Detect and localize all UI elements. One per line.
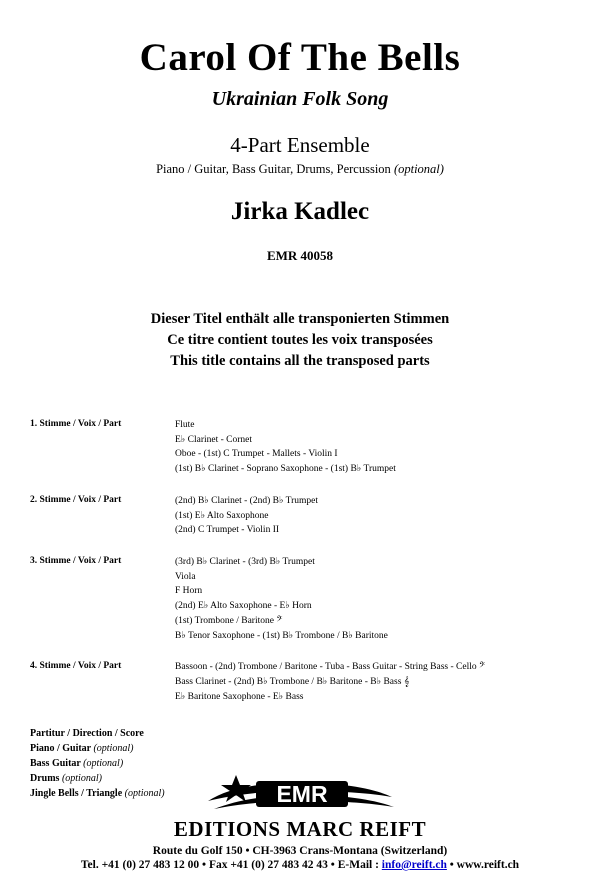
- contact-prefix: Tel. +41 (0) 27 483 12 00 • Fax +41 (0) 27 483 42 43 • E-Mail :: [80, 859, 382, 871]
- extra-part-name: Partitur / Direction / Score: [30, 728, 144, 740]
- part-instrument-lines: [175, 494, 572, 538]
- extra-part-name: Bass Guitar: [30, 758, 84, 770]
- instrumentation-optional: (optional): [393, 161, 444, 176]
- extra-part-optional: (optional): [93, 743, 134, 755]
- emr-logo-icon: [200, 771, 400, 817]
- composer-name: Jirka Kadlec: [230, 197, 370, 225]
- part-instrument-line: Bass Clarinet - (2nd) B♭ Trombone / B♭ Baritone - B♭ Bass 𝄞: [175, 677, 410, 688]
- ensemble-type: 4-Part Ensemble: [230, 132, 370, 157]
- part-instrument-line: E♭ Baritone Saxophone - E♭ Bass: [175, 691, 304, 702]
- extra-part-optional: (optional): [124, 788, 165, 800]
- part-instrument-line: Oboe - (1st) C Trumpet - Mallets - Violin I: [175, 449, 338, 460]
- extra-part-item: [30, 726, 600, 741]
- instrumentation-line: [0, 162, 600, 177]
- part-label: 2. Stimme / Voix / Part: [30, 494, 122, 505]
- part-label: 4. Stimme / Voix / Part: [30, 661, 122, 672]
- transposed-parts-notice: [0, 309, 600, 372]
- part-instrument-line: Viola: [175, 571, 196, 582]
- part-instrument-line: (1st) B♭ Clarinet - Soprano Saxophone - (1st) B♭ Trumpet: [175, 464, 396, 475]
- part-instrument-line: F Horn: [175, 586, 203, 597]
- notice-line-english: This title contains all the transposed parts: [170, 352, 430, 369]
- publisher-address: Route du Golf 150 • CH-3963 Crans-Montana (Switzerland): [152, 845, 448, 857]
- catalog-number: EMR 40058: [266, 247, 334, 263]
- extra-part-name: Jingle Bells / Triangle: [30, 788, 125, 800]
- part-instrument-line: (3rd) B♭ Clarinet - (3rd) B♭ Trumpet: [175, 557, 315, 568]
- extra-part-item: [30, 756, 600, 771]
- notice-line-french: Ce titre contient toutes les voix transposées: [167, 331, 433, 348]
- extra-part-optional: (optional): [61, 773, 102, 785]
- publisher-contact: [0, 859, 600, 871]
- part-instrument-line: E♭ Clarinet - Cornet: [175, 434, 253, 445]
- extra-part-name: Drums: [30, 773, 62, 785]
- part-instrument-lines: [175, 660, 572, 704]
- part-group: [30, 555, 572, 643]
- extra-part-optional: (optional): [83, 758, 124, 770]
- part-label: 3. Stimme / Voix / Part: [30, 556, 122, 567]
- page-title: Carol Of The Bells: [139, 36, 461, 79]
- part-group: [30, 418, 572, 477]
- email-link[interactable]: info@reift.ch: [381, 859, 447, 871]
- extra-part-name: Piano / Guitar: [30, 743, 94, 755]
- page-footer: [0, 771, 600, 871]
- part-instrument-line: (1st) E♭ Alto Saxophone: [175, 510, 269, 521]
- part-group: [30, 660, 572, 704]
- part-instrument-line: (2nd) B♭ Clarinet - (2nd) B♭ Trumpet: [175, 495, 319, 506]
- part-label: 1. Stimme / Voix / Part: [30, 418, 122, 429]
- emr-logo-text: EMR: [276, 781, 328, 807]
- parts-list: [0, 418, 600, 705]
- page-subtitle: Ukrainian Folk Song: [211, 87, 389, 110]
- instrumentation-main: Piano / Guitar, Bass Guitar, Drums, Percussion: [156, 161, 394, 176]
- part-instrument-line: Bassoon - (2nd) Trombone / Baritone - Tuba - Bass Guitar - String Bass - Cello 𝄢: [175, 662, 486, 673]
- extra-part-item: [30, 741, 600, 756]
- part-instrument-line: B♭ Tenor Saxophone - (1st) B♭ Trombone / B♭ Baritone: [175, 630, 388, 641]
- part-instrument-line: Flute: [175, 419, 195, 430]
- notice-line-german: Dieser Titel enthält alle transponierten Stimmen: [150, 310, 450, 327]
- part-instrument-line: (2nd) C Trumpet - Violin II: [175, 525, 280, 536]
- part-instrument-lines: [175, 418, 572, 477]
- part-instrument-lines: [175, 555, 572, 643]
- part-instrument-line: (1st) Trombone / Baritone 𝄢: [175, 615, 283, 626]
- part-instrument-line: (2nd) E♭ Alto Saxophone - E♭ Horn: [175, 601, 312, 612]
- publisher-name: EDITIONS MARC REIFT: [173, 817, 427, 841]
- contact-suffix: • www.reift.ch: [446, 859, 520, 871]
- part-group: [30, 494, 572, 538]
- score-cover-page: [0, 38, 600, 887]
